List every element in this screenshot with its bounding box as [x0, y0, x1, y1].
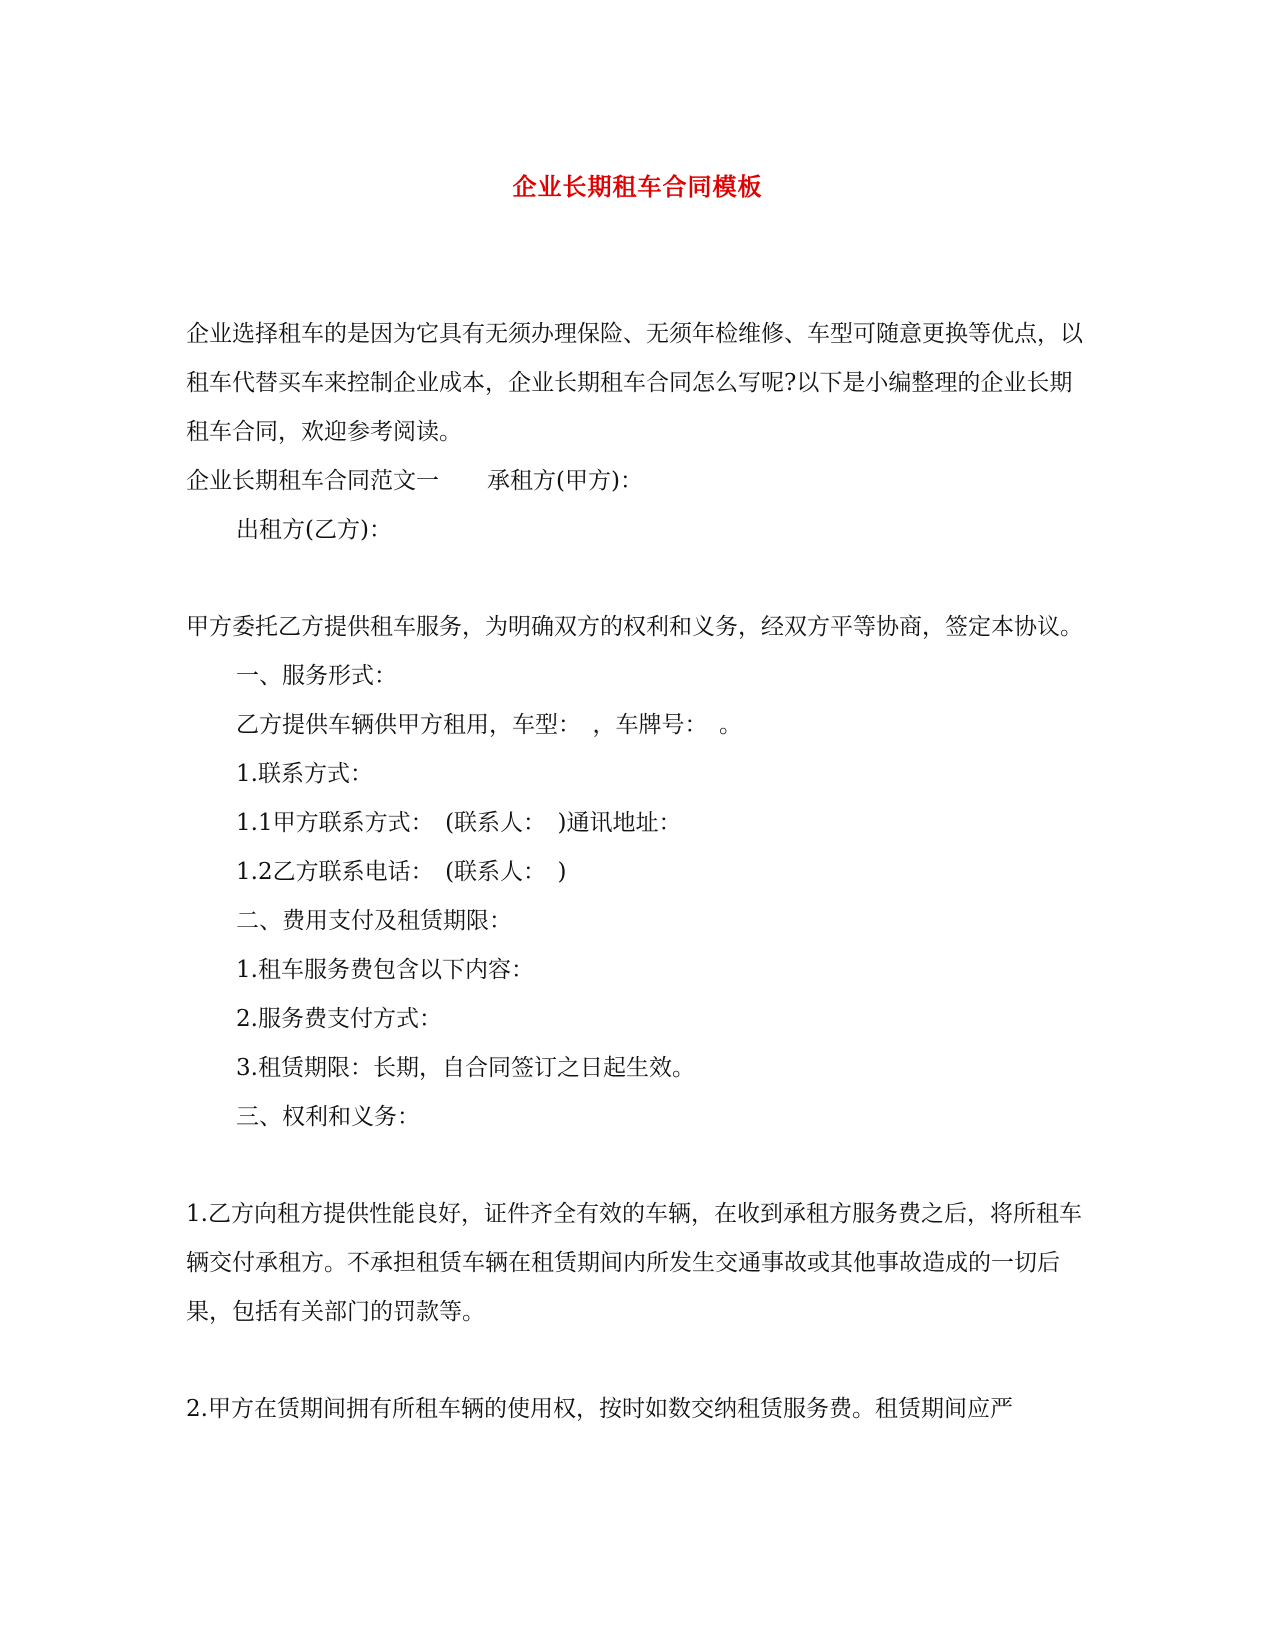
- section1-heading: 一、服务形式：: [236, 663, 397, 689]
- document-body: [186, 310, 1091, 1434]
- section2-heading: 二、费用支付及租赁期限：: [236, 908, 512, 934]
- section1-contact: 1.联系方式：: [236, 761, 373, 787]
- section3-heading: 三、权利和义务：: [236, 1104, 420, 1130]
- lessor-label: 出租方(乙方)：: [236, 517, 392, 543]
- preamble-paragraph: 甲方委托乙方提供租车服务，为明确双方的权利和义务，经双方平等协商，签定本协议。: [186, 614, 1083, 640]
- document-title: 企业长期租车合同模板: [512, 172, 763, 201]
- section3-item1: 1.乙方向租方提供性能良好，证件齐全有效的车辆，在收到承租方服务费之后，将所租车辆交付承租方。不承担租赁车辆在租赁期间内所发生交通事故或其他事故造成的一切后果，包括有关部门的罚款等。: [186, 1201, 1082, 1325]
- sample-heading: 企业长期租车合同范文一: [186, 468, 439, 494]
- sample-heading-line: [186, 457, 1091, 506]
- section2-item1: 1.租车服务费包含以下内容：: [236, 957, 534, 983]
- section1-contact-b: 1.2乙方联系电话： (联系人： ): [236, 859, 567, 885]
- intro-paragraph: 企业选择租车的是因为它具有无须办理保险、无须年检维修、车型可随意更换等优点，以租车代替买车来控制企业成本，企业长期租车合同怎么写呢?以下是小编整理的企业长期租车合同，欢迎参考阅读。: [186, 321, 1083, 445]
- section1-contact-a: 1.1甲方联系方式： (联系人： )通讯地址：: [236, 810, 682, 836]
- section2-item2: 2.服务费支付方式：: [236, 1006, 442, 1032]
- section1-vehicle: 乙方提供车辆供甲方租用，车型： ，车牌号： 。: [236, 712, 742, 738]
- lessee-label: 承租方(甲方)：: [487, 468, 643, 494]
- section2-item3: 3.租赁期限：长期，自合同签订之日起生效。: [236, 1055, 695, 1081]
- section3-item2: 2.甲方在赁期间拥有所租车辆的使用权，按时如数交纳租赁服务费。租赁期间应严: [186, 1396, 1013, 1422]
